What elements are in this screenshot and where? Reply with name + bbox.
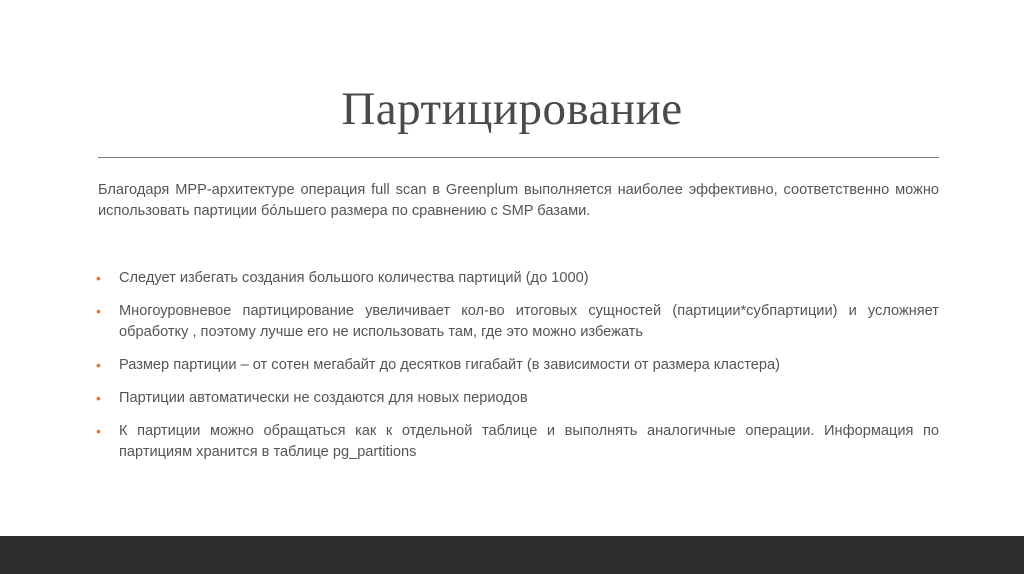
bullet-dot-icon: • [96,303,101,319]
bullet-list [98,268,939,475]
title-divider [98,157,939,158]
bullet-dot-icon: • [96,270,101,286]
bullet-text: К партиции можно обращаться как к отдельной таблице и выполнять аналогичные операции. Информация по партициям хранится в таблице pg_partitions [119,423,939,460]
bullet-dot-icon: • [96,423,101,439]
intro-paragraph: Благодаря MPP-архитектуре операция full scan в Greenplum выполняется наиболее эффективно, соответственно можно использовать партиции бóльшего размера по сравнению с SMP базами. [98,182,939,219]
footer-bar [0,536,1024,574]
bullet-text: Многоуровневое партицирование увеличивает кол-во итоговых сущностей (партиции*субпартиции) и усложняет обработку , поэтому лучше его не использовать там, где это можно избежать [119,303,939,340]
bullet-item [98,268,939,289]
bullet-text: Следует избегать создания большого количества партиций (до 1000) [119,270,589,286]
bullet-item [98,355,939,376]
bullet-item [98,421,939,463]
bullet-text: Партиции автоматически не создаются для новых периодов [119,390,528,406]
bullet-dot-icon: • [96,390,101,406]
bullet-text: Размер партиции – от сотен мегабайт до десятков гигабайт (в зависимости от размера кластера) [119,357,780,373]
bullet-item [98,388,939,409]
slide-title: Партицирование [341,83,683,135]
bullet-dot-icon: • [96,357,101,373]
bullet-item [98,301,939,343]
